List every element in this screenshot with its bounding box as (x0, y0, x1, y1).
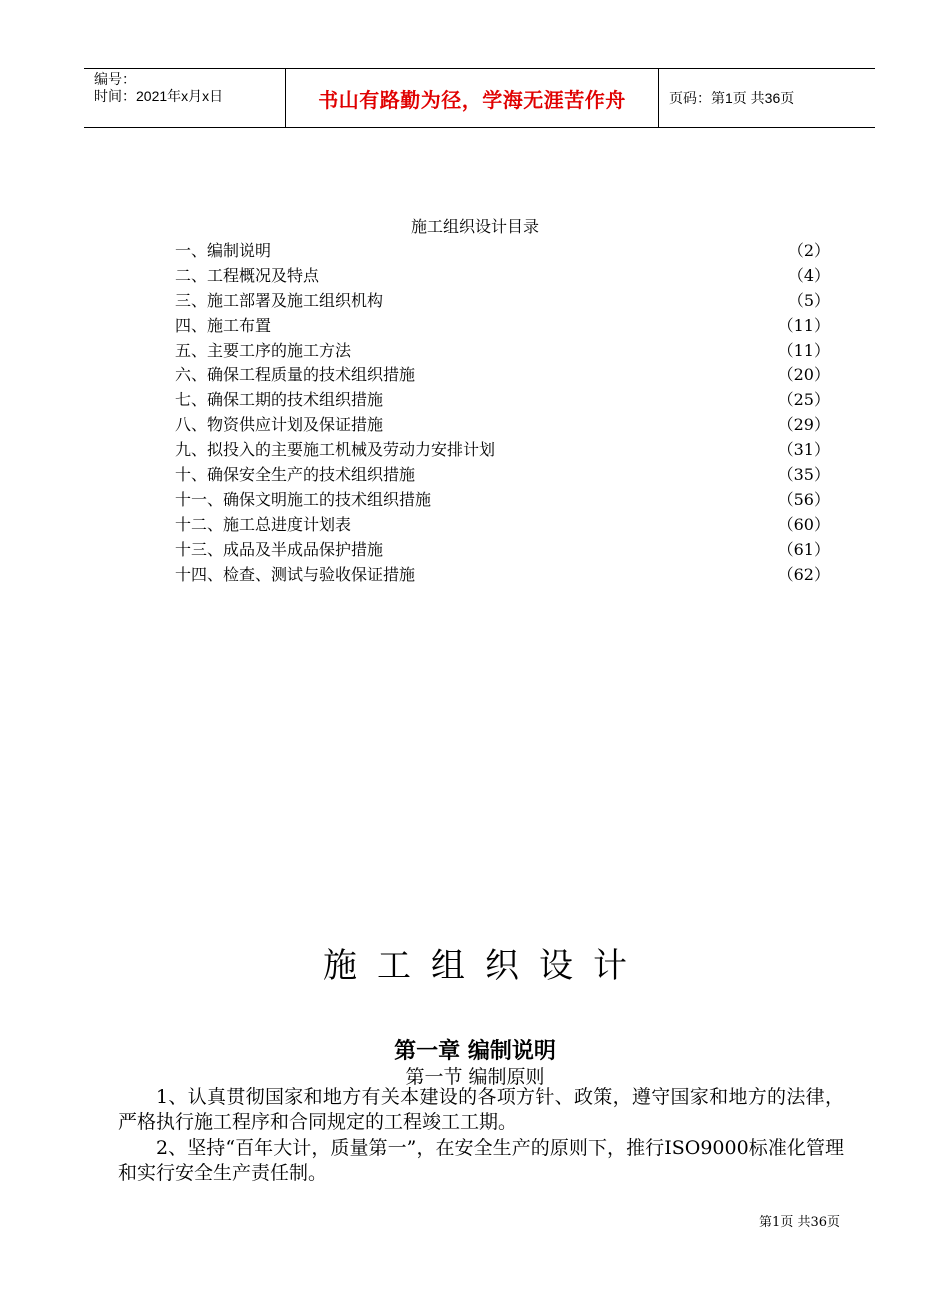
page-footer: 第1页 共36页 (759, 1215, 840, 1230)
toc-item-page: （20） (777, 365, 830, 385)
header-info (84, 69, 286, 127)
toc-item-page: （56） (777, 489, 830, 509)
toc-item-page: （2） (787, 241, 830, 260)
toc-item-page: （31） (777, 440, 830, 460)
toc-item-label: 十、确保安全生产的技术组织措施 (175, 465, 416, 485)
toc-item[interactable] (175, 538, 830, 563)
toc-item-page: （35） (777, 465, 830, 485)
toc-item[interactable] (175, 388, 830, 413)
toc-item-label: 四、施工布置 (175, 315, 272, 335)
toc-item[interactable] (175, 413, 830, 438)
table-of-contents (175, 239, 830, 587)
toc-item-label: 九、拟投入的主要施工机械及劳动力安排计划 (175, 440, 496, 460)
paragraph: 1、认真贯彻国家和地方有关本建设的各项方针、政策，遵守国家和地方的法律，严格执行施工程序和合同规定的工程竣工工期。 (118, 1086, 844, 1133)
header-page-cell (659, 69, 875, 127)
toc-item-label: 十一、确保文明施工的技术组织措施 (175, 489, 432, 509)
toc-item-page: （4） (787, 265, 830, 285)
header-motto-cell (286, 69, 659, 127)
toc-item-label: 六、确保工程质量的技术组织措施 (175, 365, 416, 385)
toc-item[interactable] (175, 488, 830, 513)
motto-text: 书山有路勤为径，学海无涯苦作舟 (318, 87, 626, 112)
toc-item-page: （5） (787, 290, 830, 310)
toc-item-label: 十四、检查、测试与验收保证措施 (175, 564, 416, 584)
chapter-title: 第一章 编制说明 (394, 1039, 556, 1064)
toc-item[interactable] (175, 314, 830, 339)
toc-item[interactable] (175, 463, 830, 488)
main-title: 施工组织设计 (323, 946, 647, 986)
toc-item-label: 七、确保工期的技术组织措施 (175, 390, 384, 410)
toc-item[interactable] (175, 438, 830, 463)
toc-title: 施工组织设计目录 (410, 217, 539, 236)
toc-item-page: （11） (777, 315, 830, 335)
toc-item[interactable] (175, 239, 830, 264)
toc-item-label: 十二、施工总进度计划表 (175, 514, 352, 534)
toc-item-page: （60） (777, 514, 830, 534)
number-label: 编号： (94, 71, 136, 87)
toc-item-label: 八、物资供应计划及保证措施 (175, 415, 384, 435)
toc-item[interactable] (175, 264, 830, 289)
toc-item[interactable] (175, 363, 830, 388)
toc-item-label: 五、主要工序的施工方法 (175, 340, 352, 360)
section-title: 第一节 编制原则 (405, 1066, 545, 1088)
toc-item-label: 三、施工部署及施工组织机构 (175, 290, 384, 310)
toc-item-page: （62） (777, 564, 830, 584)
paragraph: 2、坚持“百年大计，质量第一”，在安全生产的原则下，推行ISO9000标准化管理和实行安全生产责任制。 (118, 1137, 844, 1184)
toc-item-page: （61） (777, 539, 830, 559)
toc-item[interactable] (175, 513, 830, 538)
toc-item-label: 一、编制说明 (175, 241, 272, 260)
toc-item-label: 十三、成品及半成品保护措施 (175, 539, 384, 559)
page-label: 页码：第1页 共36页 (669, 90, 795, 106)
page-header (84, 68, 875, 128)
toc-item-label: 二、工程概况及特点 (175, 265, 320, 285)
toc-item[interactable] (175, 563, 830, 588)
toc-item-page: （11） (777, 340, 830, 360)
time-label: 时间：2021年x月x日 (94, 88, 224, 104)
toc-item-page: （25） (777, 390, 830, 410)
toc-item-page: （29） (777, 415, 830, 435)
toc-item[interactable] (175, 339, 830, 364)
toc-item[interactable] (175, 289, 830, 314)
